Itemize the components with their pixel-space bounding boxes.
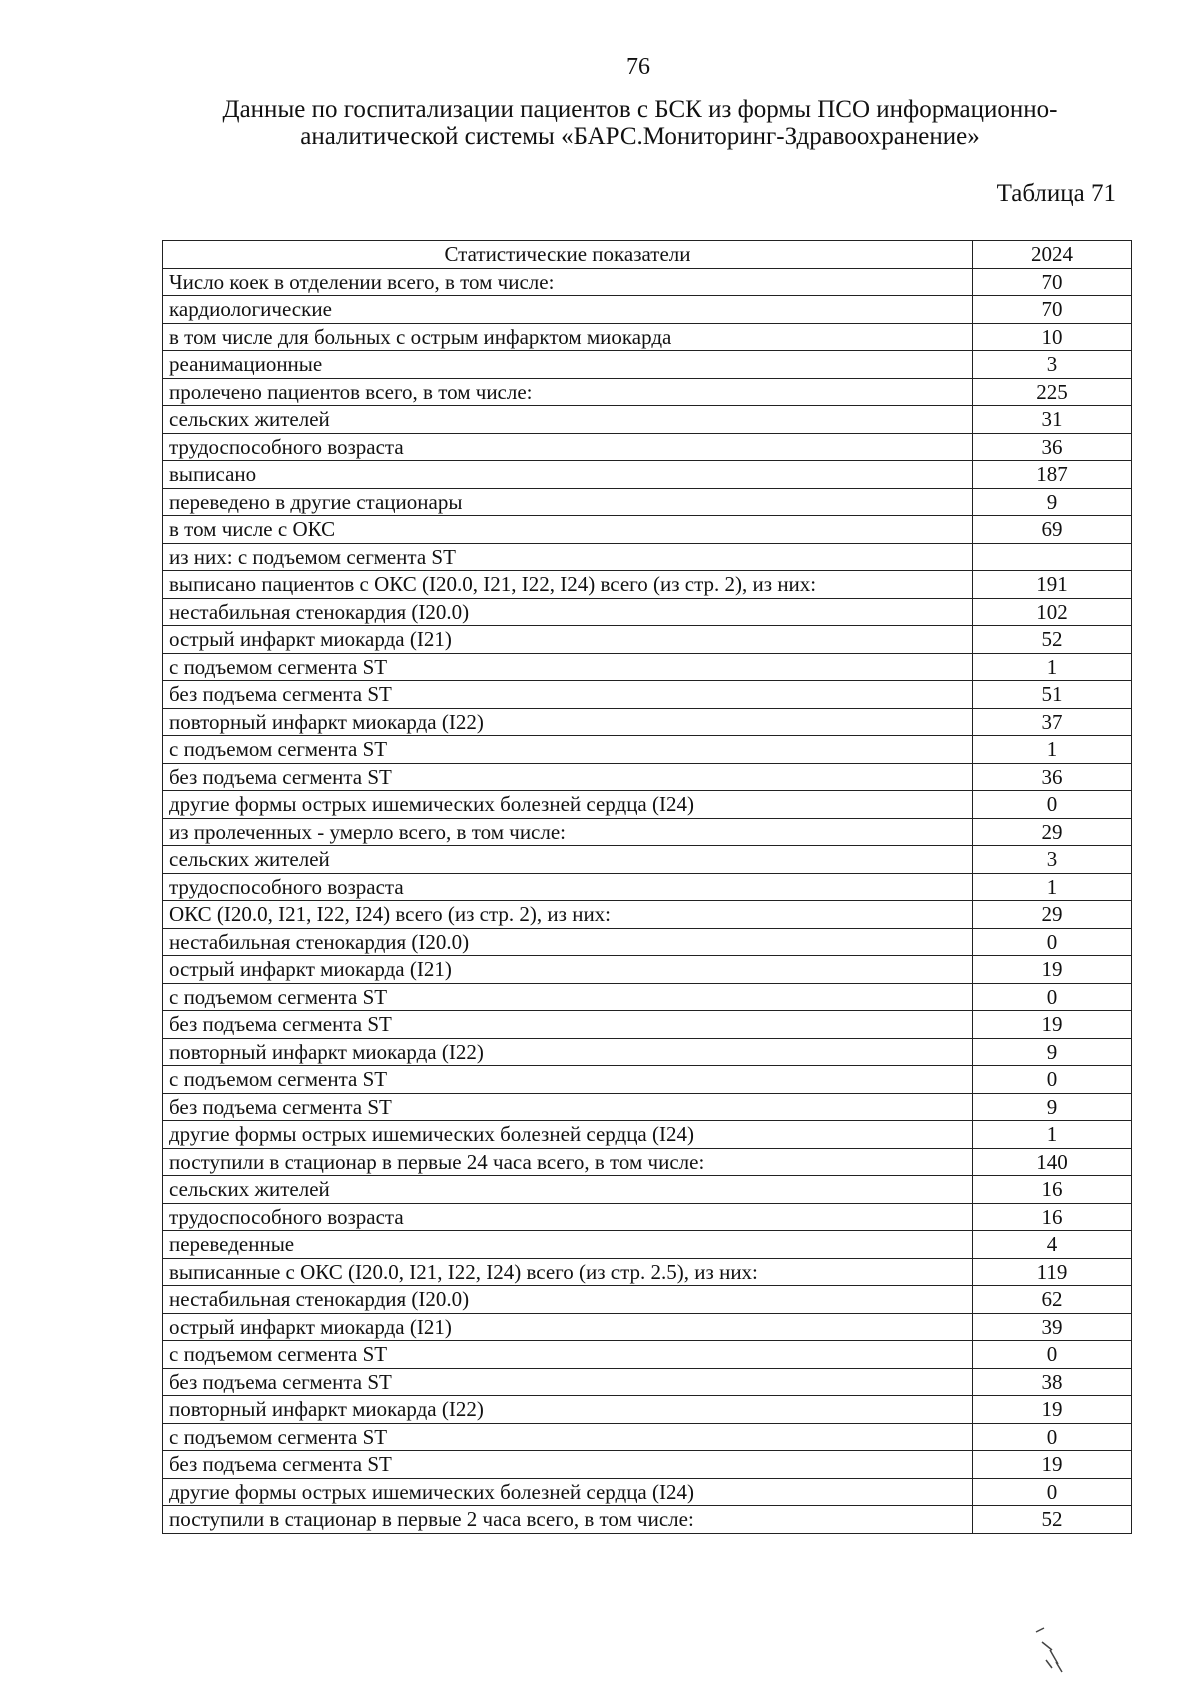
value-cell: 29 — [973, 818, 1132, 846]
value-cell: 0 — [973, 983, 1132, 1011]
value-cell: 52 — [973, 626, 1132, 654]
value-cell — [973, 543, 1132, 571]
indicator-cell: сельских жителей — [163, 1176, 973, 1204]
table-row — [163, 1231, 1132, 1259]
indicator-cell: другие формы острых ишемических болезней сердца (I24) — [163, 791, 973, 819]
value-cell: 39 — [973, 1313, 1132, 1341]
value-cell: 3 — [973, 846, 1132, 874]
table-row — [163, 1286, 1132, 1314]
value-cell: 16 — [973, 1176, 1132, 1204]
indicator-cell: из пролеченных - умерло всего, в том числе: — [163, 818, 973, 846]
indicator-cell: нестабильная стенокардия (I20.0) — [163, 928, 973, 956]
page-number: 76 — [626, 54, 650, 80]
indicator-cell: поступили в стационар в первые 2 часа всего, в том числе: — [163, 1506, 973, 1534]
indicator-cell: другие формы острых ишемических болезней сердца (I24) — [163, 1478, 973, 1506]
indicator-cell: без подъема сегмента ST — [163, 1368, 973, 1396]
table-row — [163, 488, 1132, 516]
indicator-cell: кардиологические — [163, 296, 973, 324]
indicator-cell: острый инфаркт миокарда (I21) — [163, 1313, 973, 1341]
indicator-cell: из них: с подъемом сегмента ST — [163, 543, 973, 571]
table-row — [163, 461, 1132, 489]
statistics-table — [162, 240, 1132, 1534]
indicator-cell: переведенные — [163, 1231, 973, 1259]
indicator-cell: трудоспособного возраста — [163, 433, 973, 461]
value-cell: 102 — [973, 598, 1132, 626]
statistics-table-body — [163, 241, 1132, 1534]
indicator-cell: нестабильная стенокардия (I20.0) — [163, 598, 973, 626]
value-cell: 0 — [973, 1423, 1132, 1451]
table-row — [163, 1121, 1132, 1149]
indicator-cell: выписанные с ОКС (I20.0, I21, I22, I24) всего (из стр. 2.5), из них: — [163, 1258, 973, 1286]
table-row — [163, 543, 1132, 571]
value-cell: 0 — [973, 1478, 1132, 1506]
indicator-cell: без подъема сегмента ST — [163, 1093, 973, 1121]
table-row — [163, 1093, 1132, 1121]
indicator-cell: сельских жителей — [163, 406, 973, 434]
indicator-cell: ОКС (I20.0, I21, I22, I24) всего (из стр. 2), из них: — [163, 901, 973, 929]
indicator-cell: без подъема сегмента ST — [163, 763, 973, 791]
value-cell: 37 — [973, 708, 1132, 736]
value-cell: 19 — [973, 1396, 1132, 1424]
indicator-cell: трудоспособного возраста — [163, 873, 973, 901]
indicator-cell: переведено в другие стационары — [163, 488, 973, 516]
value-cell: 62 — [973, 1286, 1132, 1314]
value-cell: 119 — [973, 1258, 1132, 1286]
value-cell: 19 — [973, 1451, 1132, 1479]
value-cell: 19 — [973, 1011, 1132, 1039]
indicator-cell: без подъема сегмента ST — [163, 681, 973, 709]
table-row — [163, 323, 1132, 351]
value-cell: 69 — [973, 516, 1132, 544]
indicator-cell: повторный инфаркт миокарда (I22) — [163, 1038, 973, 1066]
indicator-cell: в том числе для больных с острым инфарктом миокарда — [163, 323, 973, 351]
header-year: 2024 — [973, 241, 1132, 269]
value-cell: 19 — [973, 956, 1132, 984]
table-row — [163, 296, 1132, 324]
value-cell: 9 — [973, 1038, 1132, 1066]
value-cell: 1 — [973, 873, 1132, 901]
table-header-row — [163, 241, 1132, 269]
indicator-cell: пролечено пациентов всего, в том числе: — [163, 378, 973, 406]
table-row — [163, 351, 1132, 379]
table-row — [163, 268, 1132, 296]
value-cell: 140 — [973, 1148, 1132, 1176]
value-cell: 10 — [973, 323, 1132, 351]
indicator-cell: трудоспособного возраста — [163, 1203, 973, 1231]
indicator-cell: повторный инфаркт миокарда (I22) — [163, 708, 973, 736]
value-cell: 36 — [973, 763, 1132, 791]
table-row — [163, 598, 1132, 626]
table-row — [163, 571, 1132, 599]
value-cell: 31 — [973, 406, 1132, 434]
value-cell: 29 — [973, 901, 1132, 929]
indicator-cell: с подъемом сегмента ST — [163, 653, 973, 681]
table-row — [163, 1423, 1132, 1451]
indicator-cell: в том числе с ОКС — [163, 516, 973, 544]
table-row — [163, 1011, 1132, 1039]
table-row — [163, 681, 1132, 709]
value-cell: 1 — [973, 1121, 1132, 1149]
indicator-cell: поступили в стационар в первые 24 часа всего, в том числе: — [163, 1148, 973, 1176]
value-cell: 0 — [973, 928, 1132, 956]
indicator-cell: повторный инфаркт миокарда (I22) — [163, 1396, 973, 1424]
table-row — [163, 791, 1132, 819]
table-row — [163, 818, 1132, 846]
table-row — [163, 1313, 1132, 1341]
value-cell: 191 — [973, 571, 1132, 599]
value-cell: 16 — [973, 1203, 1132, 1231]
indicator-cell: сельских жителей — [163, 846, 973, 874]
value-cell: 0 — [973, 1341, 1132, 1369]
table-row — [163, 928, 1132, 956]
table-row — [163, 1368, 1132, 1396]
table-row — [163, 901, 1132, 929]
table-row — [163, 433, 1132, 461]
value-cell: 51 — [973, 681, 1132, 709]
value-cell: 9 — [973, 1093, 1132, 1121]
value-cell: 1 — [973, 653, 1132, 681]
indicator-cell: с подъемом сегмента ST — [163, 1341, 973, 1369]
indicator-cell: с подъемом сегмента ST — [163, 736, 973, 764]
indicator-cell: без подъема сегмента ST — [163, 1011, 973, 1039]
header-indicator: Статистические показатели — [163, 241, 973, 269]
scan-marks — [1030, 1620, 1090, 1680]
table-row — [163, 1478, 1132, 1506]
table-row — [163, 736, 1132, 764]
indicator-cell: с подъемом сегмента ST — [163, 1423, 973, 1451]
page-title-line-1: Данные по госпитализации пациентов с БСК из формы ПСО информационно- — [222, 96, 1058, 123]
table-row — [163, 708, 1132, 736]
indicator-cell: нестабильная стенокардия (I20.0) — [163, 1286, 973, 1314]
value-cell: 225 — [973, 378, 1132, 406]
value-cell: 70 — [973, 296, 1132, 324]
table-row — [163, 1038, 1132, 1066]
table-row — [163, 1396, 1132, 1424]
page-title-line-2: аналитической системы «БАРС.Мониторинг-Здравоохранение» — [300, 123, 980, 150]
value-cell: 9 — [973, 488, 1132, 516]
indicator-cell: острый инфаркт миокарда (I21) — [163, 626, 973, 654]
value-cell: 52 — [973, 1506, 1132, 1534]
indicator-cell: без подъема сегмента ST — [163, 1451, 973, 1479]
indicator-cell: выписано пациентов с ОКС (I20.0, I21, I22, I24) всего (из стр. 2), из них: — [163, 571, 973, 599]
value-cell: 4 — [973, 1231, 1132, 1259]
table-row — [163, 873, 1132, 901]
indicator-cell: с подъемом сегмента ST — [163, 983, 973, 1011]
table-row — [163, 846, 1132, 874]
page-title — [160, 96, 1120, 150]
indicator-cell: реанимационные — [163, 351, 973, 379]
indicator-cell: с подъемом сегмента ST — [163, 1066, 973, 1094]
indicator-cell: острый инфаркт миокарда (I21) — [163, 956, 973, 984]
table-row — [163, 1451, 1132, 1479]
table-row — [163, 1258, 1132, 1286]
indicator-cell: другие формы острых ишемических болезней сердца (I24) — [163, 1121, 973, 1149]
table-row — [163, 1066, 1132, 1094]
indicator-cell: выписано — [163, 461, 973, 489]
value-cell: 38 — [973, 1368, 1132, 1396]
table-row — [163, 1341, 1132, 1369]
value-cell: 1 — [973, 736, 1132, 764]
table-row — [163, 983, 1132, 1011]
table-row — [163, 1203, 1132, 1231]
value-cell: 3 — [973, 351, 1132, 379]
table-row — [163, 516, 1132, 544]
table-row — [163, 1176, 1132, 1204]
table-row — [163, 653, 1132, 681]
table-row — [163, 956, 1132, 984]
table-row — [163, 378, 1132, 406]
table-row — [163, 626, 1132, 654]
table-row — [163, 763, 1132, 791]
table-row — [163, 1506, 1132, 1534]
table-label: Таблица 71 — [996, 180, 1116, 207]
value-cell: 36 — [973, 433, 1132, 461]
table-row — [163, 406, 1132, 434]
value-cell: 70 — [973, 268, 1132, 296]
indicator-cell: Число коек в отделении всего, в том числе: — [163, 268, 973, 296]
value-cell: 187 — [973, 461, 1132, 489]
value-cell: 0 — [973, 791, 1132, 819]
value-cell: 0 — [973, 1066, 1132, 1094]
table-row — [163, 1148, 1132, 1176]
